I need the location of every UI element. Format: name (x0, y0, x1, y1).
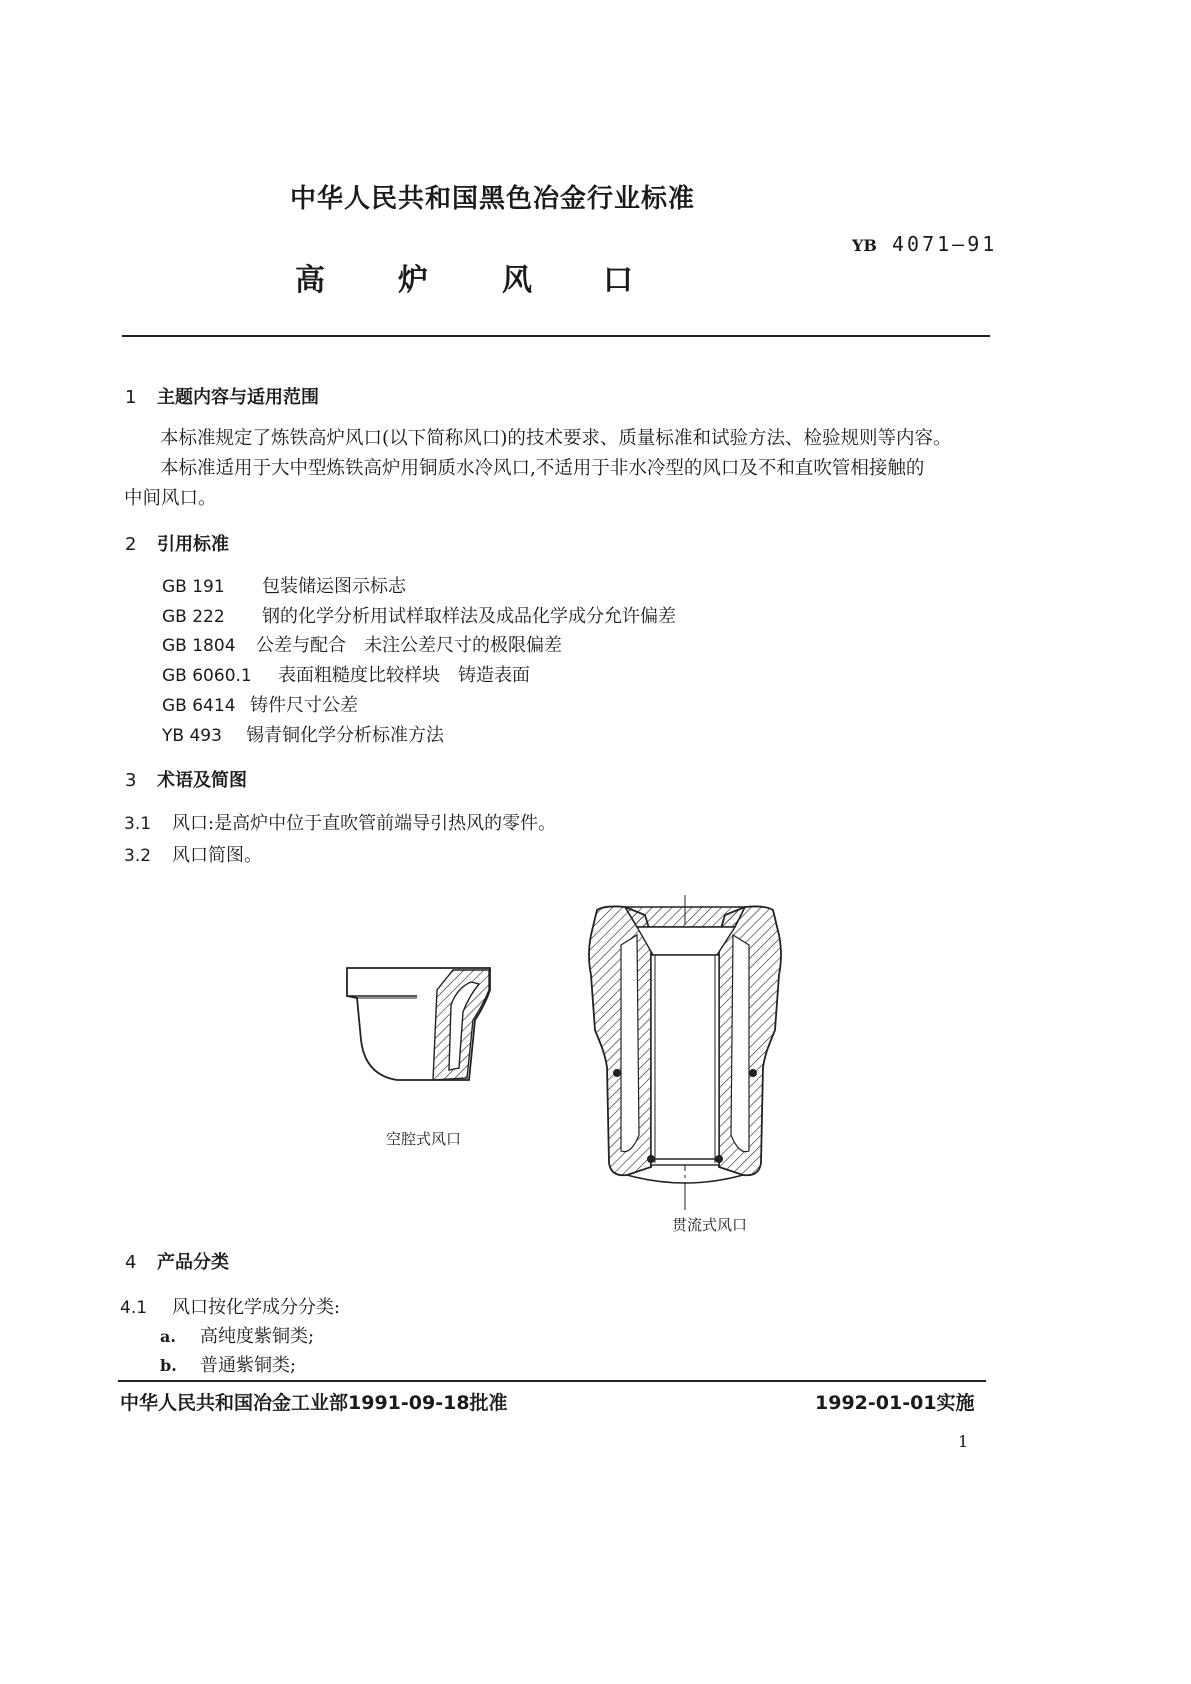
section-1-title: 主题内容与适用范围 (157, 387, 319, 408)
clause-4-1 (120, 1293, 340, 1319)
standard-category-title: 中华人民共和国黑色冶金行业标准 (290, 184, 696, 214)
reference-text: 铸件尺寸公差 (250, 695, 358, 716)
through-flow-tuyere-drawing (585, 895, 790, 1210)
section-4-heading (125, 1248, 229, 1274)
section-4-number: 4 (125, 1252, 137, 1273)
list-item-text: 普通紫铜类; (200, 1355, 297, 1376)
doc-title-char-1: 高 (295, 263, 325, 298)
doc-title-char-2: 炉 (398, 263, 428, 298)
reference-code: GB 1804 (162, 636, 236, 656)
list-item (160, 1322, 314, 1348)
doc-title-char-4: 口 (603, 263, 633, 298)
reference-text: 公差与配合 未注公差尺寸的极限偏差 (256, 635, 562, 656)
list-item-text: 高纯度紫铜类; (200, 1326, 315, 1347)
section-1-heading (125, 383, 319, 409)
standard-code (852, 232, 997, 256)
doc-title-char-3: 风 (502, 263, 532, 298)
clause-4-1-number: 4.1 (120, 1298, 148, 1318)
reference-item (162, 631, 562, 657)
section-1-paragraph-2-line-2: 中间风口。 (124, 488, 217, 509)
section-1-paragraph-2-line-1: 本标准适用于大中型炼铁高炉用铜质水冷风口,不适用于非水冷型的风口及不和直吹管相接触的 (160, 458, 925, 479)
reference-item (162, 602, 676, 628)
standard-code-prefix: YB (852, 236, 877, 255)
reference-code: GB 6060.1 (162, 666, 252, 686)
clause-3-2-text: 风口简图。 (172, 845, 262, 866)
reference-item (162, 721, 444, 747)
effective-date: 1992-01-01实施 (815, 1392, 975, 1414)
list-item-mark: a. (160, 1327, 176, 1346)
clause-3-1 (124, 809, 556, 835)
cavity-tuyere-drawing (335, 960, 505, 1090)
footer-divider (118, 1380, 986, 1382)
section-2-title: 引用标准 (157, 534, 229, 555)
standard-code-number: 4071—91 (892, 232, 998, 256)
reference-item (162, 691, 358, 717)
reference-code: YB 493 (162, 726, 222, 746)
reference-code: GB 6414 (162, 696, 236, 716)
cavity-tuyere-caption: 空腔式风口 (386, 1130, 462, 1148)
clause-4-1-text: 风口按化学成分分类: (172, 1297, 341, 1318)
clause-3-1-text: 风口:是高炉中位于直吹管前端导引热风的零件。 (172, 813, 557, 834)
reference-item (162, 572, 406, 598)
section-2-number: 2 (125, 534, 137, 555)
reference-text: 钢的化学分析用试样取样法及成品化学成分允许偏差 (262, 606, 676, 627)
section-3-heading (125, 766, 247, 792)
reference-text: 表面粗糙度比较样块 铸造表面 (278, 665, 530, 686)
section-1-paragraph-1: 本标准规定了炼铁高炉风口(以下简称风口)的技术要求、质量标准和试验方法、检验规则等内容。 (160, 428, 952, 449)
list-item-mark: b. (160, 1356, 177, 1375)
reference-text: 锡青铜化学分析标准方法 (246, 725, 444, 746)
section-2-heading (125, 530, 229, 556)
clause-3-2 (124, 841, 262, 867)
header-divider (122, 335, 990, 337)
section-4-title: 产品分类 (157, 1252, 229, 1273)
clause-3-1-number: 3.1 (124, 814, 152, 834)
reference-item (162, 661, 530, 687)
reference-text: 包装储运图示标志 (262, 576, 406, 597)
through-flow-tuyere-caption: 贯流式风口 (672, 1216, 748, 1234)
reference-code: GB 222 (162, 607, 225, 627)
section-3-title: 术语及简图 (157, 770, 247, 791)
reference-code: GB 191 (162, 577, 225, 597)
section-3-number: 3 (125, 770, 137, 791)
approval-statement: 中华人民共和国冶金工业部1991-09-18批准 (120, 1392, 508, 1414)
section-1-number: 1 (125, 387, 137, 408)
page-number: 1 (958, 1432, 969, 1451)
clause-3-2-number: 3.2 (124, 846, 152, 866)
list-item (160, 1351, 296, 1377)
